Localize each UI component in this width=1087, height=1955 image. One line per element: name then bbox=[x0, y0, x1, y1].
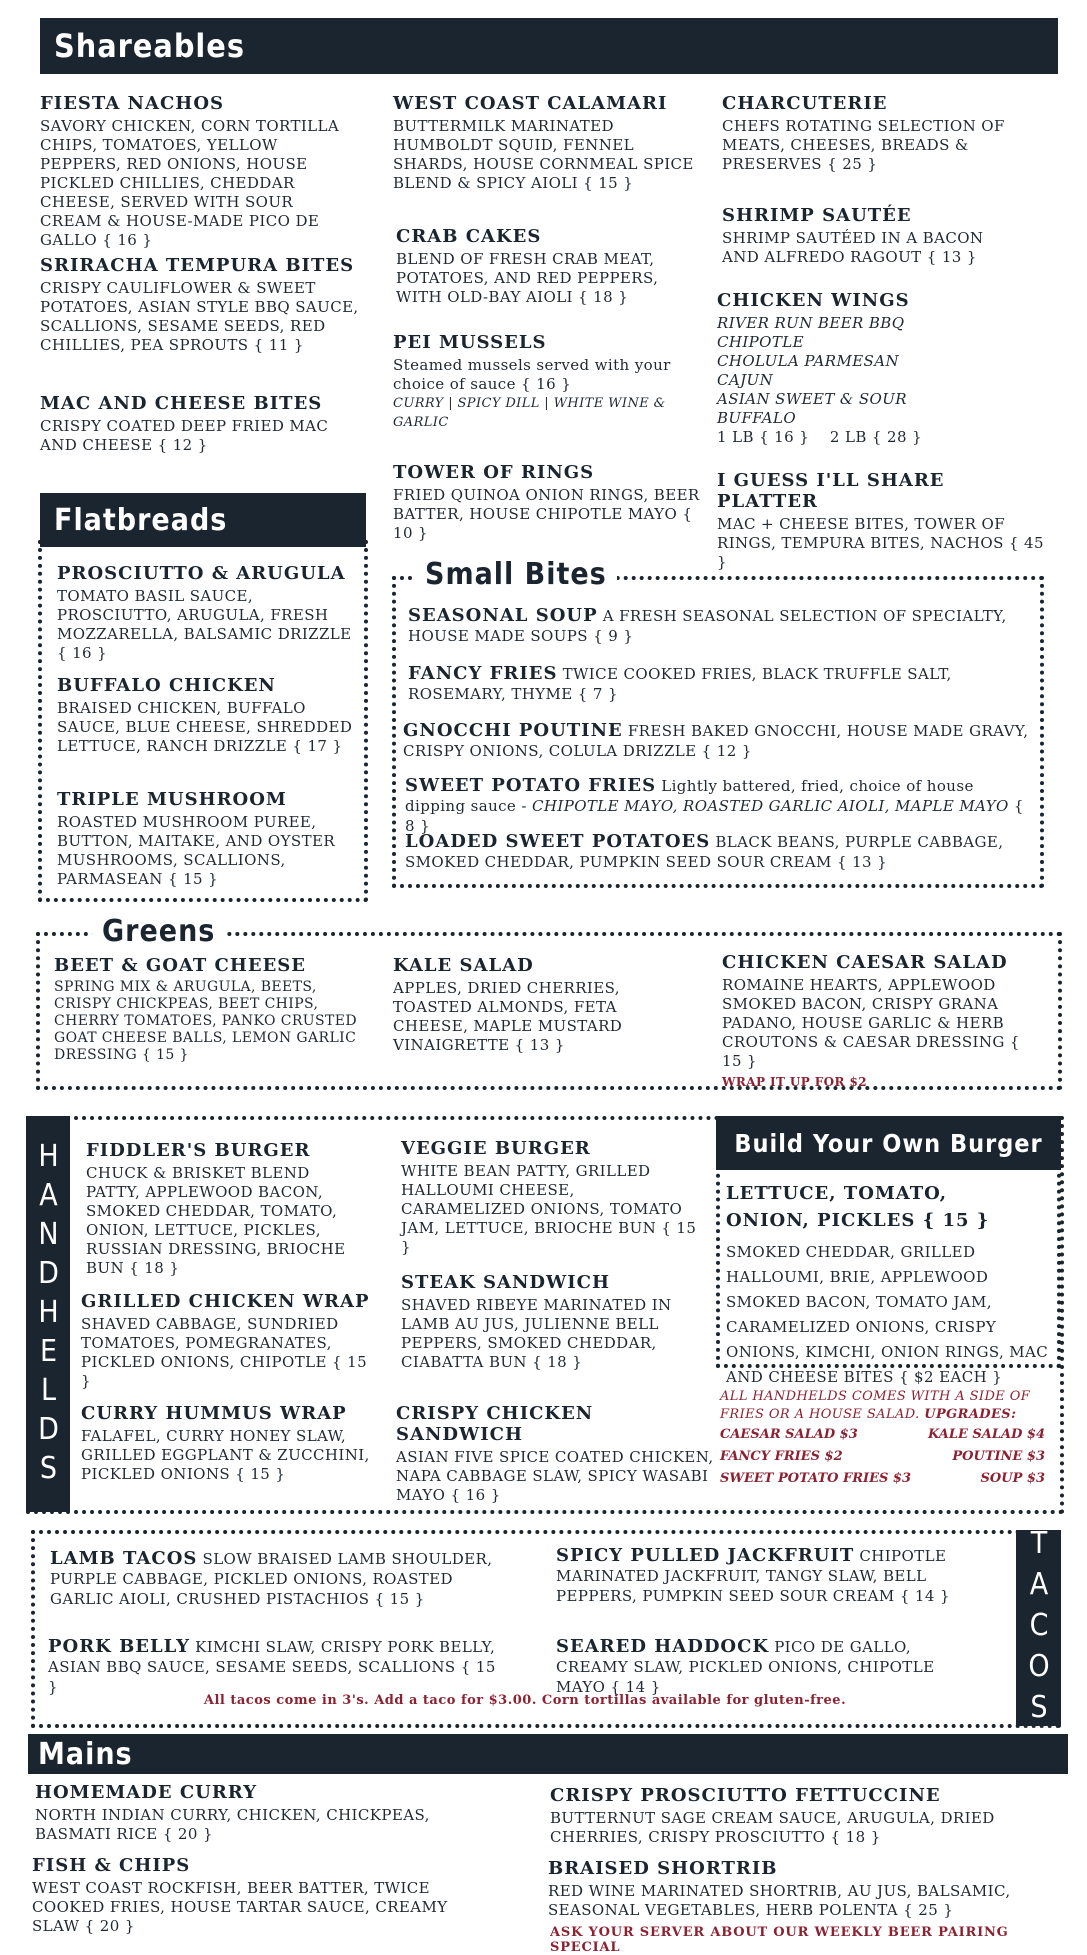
item-desc: CRISPY CAULIFLOWER & SWEET POTATOES, ASIAN STYLE BBQ SAUCE, SCALLIONS, SESAME SEEDS, RED CHILLIES, PEA SPROUTS { 11 } bbox=[40, 279, 359, 354]
item-desc: SHRIMP SAUTÉED IN A BACON AND ALFREDO RAGOUT { 13 } bbox=[722, 229, 984, 266]
beer-pairing-note bbox=[550, 1925, 1080, 1955]
item-sauces: CHIPOTLE MAYO, ROASTED GARLIC AIOLI, MAPLE MAYO bbox=[532, 797, 1009, 815]
item-desc: SPRING MIX & ARUGULA, BEETS, CRISPY CHICKPEAS, BEET CHIPS, CHERRY TOMATOES, PANKO CRUSTED GOAT CHEESE BALLS, LEMON GARLIC DRESSING { 15 } bbox=[54, 979, 357, 1063]
item-name: CRAB CAKES bbox=[396, 226, 542, 247]
flatbreads-title: Flatbreads bbox=[54, 502, 228, 538]
item-name: GRILLED CHICKEN WRAP bbox=[81, 1291, 370, 1312]
shareables-header bbox=[40, 18, 1058, 74]
menu-item bbox=[408, 605, 1033, 646]
small-bites-title: Small Bites bbox=[415, 557, 617, 592]
item-desc: FRESH BAKED GNOCCHI, HOUSE MADE GRAVY, CRISPY ONIONS, COLULA DRIZZLE { 12 } bbox=[403, 722, 1029, 760]
build-burger-header bbox=[716, 1116, 1061, 1170]
shareables-title: Shareables bbox=[54, 27, 245, 65]
item-name: SWEET POTATO FRIES bbox=[405, 775, 657, 796]
menu-item bbox=[40, 93, 360, 250]
menu-item bbox=[405, 775, 1035, 836]
build-burger-toppings bbox=[726, 1240, 1056, 1390]
item-desc: ROMAINE HEARTS, APPLEWOOD SMOKED BACON, CRISPY GRANA PADANO, HOUSE GARLIC & HERB CROUTONS & CAESAR DRESSING { 15 } bbox=[722, 976, 1020, 1070]
item-name: SRIRACHA TEMPURA BITES bbox=[40, 255, 355, 276]
upgrade-option: SWEET POTATO FRIES $3 bbox=[720, 1471, 911, 1486]
item-desc: CHUCK & BRISKET BLEND PATTY, APPLEWOOD BACON, SMOKED CHEDDAR, TOMATO, ONION, LETTUCE, PICKLES, RUSSIAN DRESSING, BRIOCHE BUN { 18 } bbox=[86, 1164, 346, 1277]
menu-item bbox=[396, 1403, 716, 1505]
wing-sauce: CHIPOTLE bbox=[717, 333, 804, 351]
item-desc: SHAVED CABBAGE, SUNDRIED TOMATOES, POMEGRANATES, PICKLED ONIONS, CHIPOTLE { 15 } bbox=[81, 1315, 368, 1390]
item-name: PROSCIUTTO & ARUGULA bbox=[57, 563, 346, 584]
menu-item bbox=[556, 1636, 986, 1697]
sauce-options: CURRY | SPICY DILL | WHITE WINE & GARLIC bbox=[393, 396, 666, 430]
item-desc: WHITE BEAN PATTY, GRILLED HALLOUMI CHEESE, CARAMELIZED ONIONS, TOMATO JAM, LETTUCE, BRIOCHE BUN { 15 } bbox=[401, 1162, 697, 1256]
wing-sauce: RIVER RUN BEER BBQ bbox=[717, 314, 905, 332]
item-desc: SAVORY CHICKEN, CORN TORTILLA CHIPS, TOMATOES, YELLOW PEPPERS, RED ONIONS, HOUSE PICKLED CHILLIES, CHEDDAR CHEESE, SERVED WITH SOUR CREAM & HOUSE-MADE PICO DE GALLO { 16 } bbox=[40, 117, 340, 249]
menu-item bbox=[57, 675, 357, 756]
item-desc: APPLES, DRIED CHERRIES, TOASTED ALMONDS, FETA CHEESE, MAPLE MUSTARD VINAIGRETTE { 13 } bbox=[393, 979, 623, 1054]
menu-item bbox=[57, 789, 357, 889]
item-desc: BLEND OF FRESH CRAB MEAT, POTATOES, AND RED PEPPERS, WITH OLD-BAY AIOLI { 18 } bbox=[396, 250, 659, 306]
item-name: KALE SALAD bbox=[393, 955, 534, 976]
menu-item bbox=[408, 663, 1033, 704]
upgrade-option: FANCY FRIES $2 bbox=[720, 1449, 843, 1464]
menu-item bbox=[35, 1782, 505, 1844]
beer-pairing-text: ASK YOUR SERVER ABOUT OUR WEEKLY BEER PAIRING SPECIAL bbox=[550, 1925, 1009, 1955]
upgrade-option: POUTINE $3 bbox=[952, 1449, 1045, 1464]
item-name: BEET & GOAT CHEESE bbox=[54, 955, 307, 976]
toppings-text: SMOKED CHEDDAR, GRILLED HALLOUMI, BRIE, APPLEWOOD SMOKED BACON, TOMATO JAM, CARAMELIZED ONIONS, CRISPY ONIONS, KIMCHI, ONION RINGS, MAC AND CHEESE BITES { $2 EACH } bbox=[726, 1243, 1049, 1386]
wing-sizes: 1 LB { 16 } 2 LB { 28 } bbox=[717, 428, 923, 446]
item-name: FIESTA NACHOS bbox=[40, 93, 224, 114]
menu-item bbox=[48, 1636, 508, 1697]
item-desc: Steamed mussels served with your choice of sauce { 16 } bbox=[393, 356, 671, 393]
item-name: SEARED HADDOCK bbox=[556, 1636, 770, 1657]
item-name: CRISPY PROSCIUTTO FETTUCCINE bbox=[550, 1785, 941, 1806]
item-name: HOMEMADE CURRY bbox=[35, 1782, 258, 1803]
upgrade-option: CAESAR SALAD $3 bbox=[720, 1427, 858, 1442]
wing-sauce: BUFFALO bbox=[717, 409, 797, 427]
menu-item bbox=[717, 470, 1047, 572]
menu-item bbox=[548, 1858, 1018, 1920]
item-name: BUFFALO CHICKEN bbox=[57, 675, 276, 696]
item-desc: BRAISED CHICKEN, BUFFALO SAUCE, BLUE CHEESE, SHREDDED LETTUCE, RANCH DRIZZLE { 17 } bbox=[57, 699, 353, 755]
item-name: WEST COAST CALAMARI bbox=[393, 93, 668, 114]
menu-item bbox=[40, 393, 360, 455]
item-desc: CRISPY COATED DEEP FRIED MAC AND CHEESE { 12 } bbox=[40, 417, 329, 454]
menu-item bbox=[550, 1785, 1020, 1847]
handhelds-title: HANDHELDS bbox=[31, 1138, 66, 1490]
item-desc: PICO DE GALLO, CREAMY SLAW, PICKLED ONIONS, CHIPOTLE MAYO { 14 } bbox=[556, 1638, 935, 1696]
item-name: SEASONAL SOUP bbox=[408, 605, 598, 626]
tacos-note-text: All tacos come in 3's. Add a taco for $3.00. Corn tortillas available for gluten-free. bbox=[203, 1693, 847, 1708]
handhelds-vertical-header bbox=[26, 1116, 70, 1512]
item-desc: RED WINE MARINATED SHORTRIB, AU JUS, BALSAMIC, SEASONAL VEGETABLES, HERB POLENTA { 25 } bbox=[548, 1882, 1011, 1919]
item-name: PORK BELLY bbox=[48, 1636, 191, 1657]
build-burger-title: Build Your Own Burger bbox=[734, 1128, 1043, 1158]
item-name: I GUESS I'LL SHARE PLATTER bbox=[717, 470, 945, 512]
upgrade-row bbox=[720, 1424, 1045, 1446]
item-name: LOADED SWEET POTATOES bbox=[405, 831, 711, 852]
item-desc: MAC + CHEESE BITES, TOWER OF RINGS, TEMPURA BITES, NACHOS { 45 } bbox=[717, 515, 1044, 571]
item-name: CRISPY CHICKEN SANDWICH bbox=[396, 1403, 594, 1445]
item-name: CHICKEN CAESAR SALAD bbox=[722, 952, 1008, 973]
item-name: FISH & CHIPS bbox=[32, 1855, 191, 1876]
item-desc: Lightly battered, fried, choice of house dipping sauce - bbox=[405, 777, 974, 815]
upgrade-option: SOUP $3 bbox=[980, 1471, 1045, 1486]
wing-sauce: CHOLULA PARMESAN bbox=[717, 352, 899, 370]
item-name: MAC AND CHEESE BITES bbox=[40, 393, 323, 414]
item-desc: KIMCHI SLAW, CRISPY PORK BELLY, ASIAN BBQ SAUCE, SESAME SEEDS, SCALLIONS { 15 } bbox=[48, 1638, 496, 1696]
build-base-text: LETTUCE, TOMATO, ONION, PICKLES { 15 } bbox=[726, 1183, 990, 1231]
item-desc: A FRESH SEASONAL SELECTION OF SPECIALTY, HOUSE MADE SOUPS { 9 } bbox=[408, 607, 1007, 645]
item-name: FANCY FRIES bbox=[408, 663, 558, 684]
menu-item bbox=[393, 462, 713, 543]
wing-sauce: CAJUN bbox=[717, 371, 774, 389]
item-desc: NORTH INDIAN CURRY, CHICKEN, CHICKPEAS, BASMATI RICE { 20 } bbox=[35, 1806, 430, 1843]
tacos-title: TACOS bbox=[1021, 1525, 1057, 1731]
menu-item bbox=[50, 1548, 510, 1609]
greens-title: Greens bbox=[92, 914, 225, 949]
upgrades-box bbox=[720, 1388, 1045, 1490]
item-desc: ROASTED MUSHROOM PUREE, BUTTON, MAITAKE, AND OYSTER MUSHROOMS, SCALLIONS, PARMASEAN { 15 } bbox=[57, 813, 336, 888]
mains-header bbox=[28, 1734, 1068, 1774]
menu-item bbox=[401, 1138, 701, 1257]
menu-item bbox=[86, 1140, 366, 1278]
menu-item bbox=[405, 831, 1035, 872]
item-desc: CHIPOTLE MARINATED JACKFRUIT, TANGY SLAW, BELL PEPPERS, PUMPKIN SEED SOUR CREAM { 14 } bbox=[556, 1547, 950, 1605]
menu-item bbox=[722, 952, 1042, 1092]
menu-item bbox=[393, 93, 713, 193]
wrap-note: WRAP IT UP FOR $2 bbox=[722, 1075, 867, 1089]
item-desc: ASIAN FIVE SPICE COATED CHICKEN, NAPA CABBAGE SLAW, SPICY WASABI MAYO { 16 } bbox=[396, 1448, 714, 1504]
tacos-vertical-header bbox=[1016, 1525, 1061, 1731]
sides-note bbox=[720, 1388, 1045, 1424]
item-desc: WEST COAST ROCKFISH, BEER BATTER, TWICE COOKED FRIES, HOUSE TARTAR SAUCE, CREAMY SLAW { 20 } bbox=[32, 1879, 448, 1935]
menu-item bbox=[81, 1291, 381, 1391]
item-name: CHARCUTERIE bbox=[722, 93, 888, 114]
item-desc: FRIED QUINOA ONION RINGS, BEER BATTER, HOUSE CHIPOTLE MAYO { 10 } bbox=[393, 486, 700, 542]
menu-item bbox=[556, 1545, 1006, 1606]
item-name: SPICY PULLED JACKFRUIT bbox=[556, 1545, 855, 1566]
menu-item bbox=[81, 1403, 381, 1484]
item-name: PEI MUSSELS bbox=[393, 332, 547, 353]
item-name: VEGGIE BURGER bbox=[401, 1138, 591, 1159]
mains-title: Mains bbox=[38, 1736, 133, 1772]
flatbreads-header bbox=[40, 493, 366, 547]
menu-item bbox=[393, 955, 693, 1055]
menu-item bbox=[32, 1855, 492, 1936]
item-desc: SLOW BRAISED LAMB SHOULDER, PURPLE CABBAGE, PICKLED ONIONS, ROASTED GARLIC AIOLI, CRUSHED PISTACHIOS { 15 } bbox=[50, 1550, 493, 1608]
item-desc: BUTTERMILK MARINATED HUMBOLDT SQUID, FENNEL SHARDS, HOUSE CORNMEAL SPICE BLEND & SPICY AIOLI { 15 } bbox=[393, 117, 694, 192]
item-name: CHICKEN WINGS bbox=[717, 290, 910, 311]
menu-item bbox=[717, 290, 1017, 447]
sides-note-text: ALL HANDHELDS COMES WITH A SIDE OF FRIES OR A HOUSE SALAD. bbox=[720, 1389, 1031, 1422]
upgrade-option: KALE SALAD $4 bbox=[927, 1427, 1045, 1442]
item-name: BRAISED SHORTRIB bbox=[548, 1858, 778, 1879]
build-burger-base bbox=[726, 1180, 1026, 1237]
item-price: { 8 } bbox=[405, 797, 1024, 835]
item-name: SHRIMP SAUTÉE bbox=[722, 205, 912, 226]
item-name: FIDDLER'S BURGER bbox=[86, 1140, 311, 1161]
item-name: CURRY HUMMUS WRAP bbox=[81, 1403, 347, 1424]
upgrade-row bbox=[720, 1446, 1045, 1468]
wing-sauce: ASIAN SWEET & SOUR bbox=[717, 390, 907, 408]
menu-item bbox=[403, 720, 1033, 761]
item-name: LAMB TACOS bbox=[50, 1548, 198, 1569]
item-desc: CHEFS ROTATING SELECTION OF MEATS, CHEESES, BREADS & PRESERVES { 25 } bbox=[722, 117, 1005, 173]
item-name: TOWER OF RINGS bbox=[393, 462, 595, 483]
menu-item bbox=[40, 255, 360, 355]
item-desc: BLACK BEANS, PURPLE CABBAGE, SMOKED CHEDDAR, PUMPKIN SEED SOUR CREAM { 13 } bbox=[405, 833, 1004, 871]
item-desc: FALAFEL, CURRY HONEY SLAW, GRILLED EGGPLANT & ZUCCHINI, PICKLED ONIONS { 15 } bbox=[81, 1427, 370, 1483]
item-desc: BUTTERNUT SAGE CREAM SAUCE, ARUGULA, DRIED CHERRIES, CRISPY PROSCIUTTO { 18 } bbox=[550, 1809, 995, 1846]
item-desc: TWICE COOKED FRIES, BLACK TRUFFLE SALT, ROSEMARY, THYME { 7 } bbox=[408, 665, 952, 703]
item-desc: SHAVED RIBEYE MARINATED IN LAMB AU JUS, JULIENNE BELL PEPPERS, SMOKED CHEDDAR, CIABATTA BUN { 18 } bbox=[401, 1296, 672, 1371]
menu-item bbox=[54, 955, 369, 1064]
menu-item bbox=[401, 1272, 691, 1372]
menu-item bbox=[722, 205, 1022, 267]
menu-item bbox=[396, 226, 706, 307]
item-name: GNOCCHI POUTINE bbox=[403, 720, 623, 741]
menu-item bbox=[57, 563, 357, 663]
item-desc: TOMATO BASIL SAUCE, PROSCIUTTO, ARUGULA, FRESH MOZZARELLA, BALSAMIC DRIZZLE { 16 } bbox=[57, 587, 352, 662]
tacos-note bbox=[40, 1693, 1010, 1708]
item-name: STEAK SANDWICH bbox=[401, 1272, 610, 1293]
menu-item bbox=[722, 93, 1012, 174]
upgrades-label: UPGRADES: bbox=[924, 1407, 1017, 1422]
item-name: TRIPLE MUSHROOM bbox=[57, 789, 287, 810]
menu-item bbox=[393, 332, 693, 432]
upgrade-row bbox=[720, 1468, 1045, 1490]
